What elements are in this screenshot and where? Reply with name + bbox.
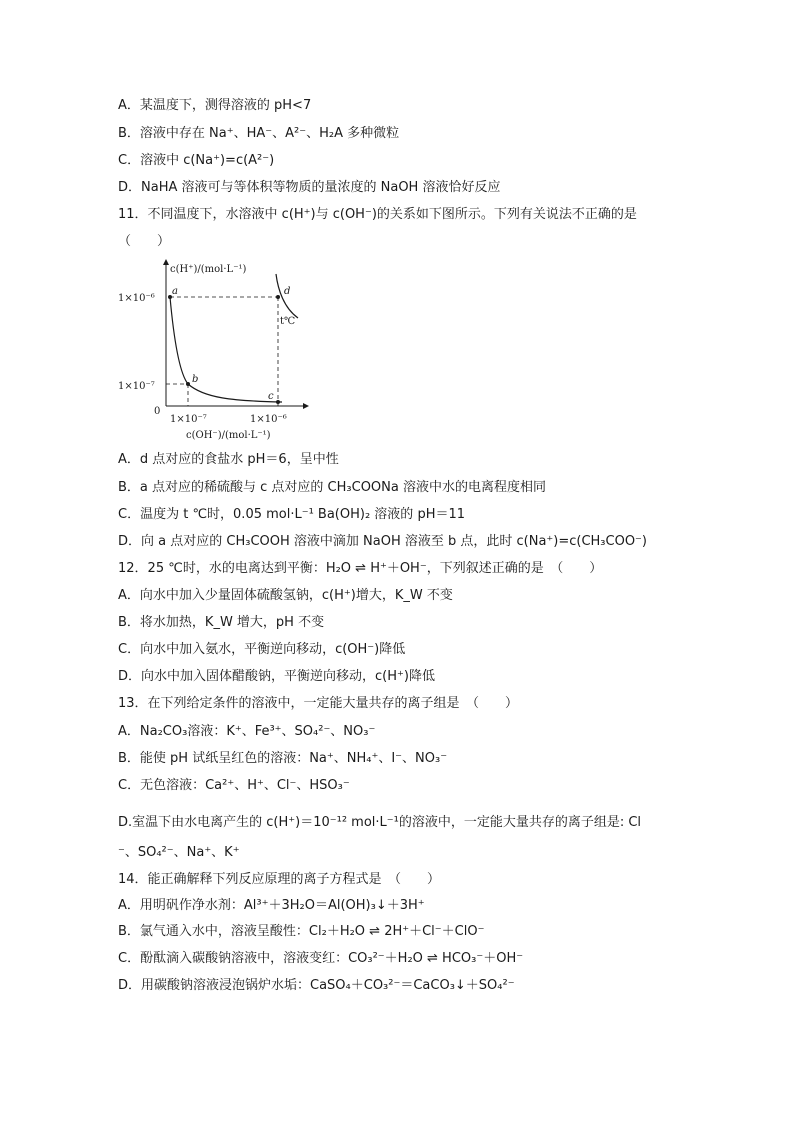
option-line: C．无色溶液：Ca²⁺、H⁺、Cl⁻、HSO₃⁻ (118, 778, 350, 793)
point-label: d (284, 286, 291, 297)
option-line: A．向水中加入少量固体硫酸氢钠，c(H⁺)增大，K_W 不变 (118, 588, 453, 603)
point-label: a (172, 286, 178, 297)
option-line: A．某温度下，测得溶液的 pH<7 (118, 98, 312, 113)
option-line: D．向 a 点对应的 CH₃COOH 溶液中滴加 NaOH 溶液至 b 点，此时 c(Na⁺)=c(CH₃COO⁻) (118, 534, 647, 549)
option-line: B．溶液中存在 Na⁺、HA⁻、A²⁻、H₂A 多种微粒 (118, 126, 400, 141)
y-tick-label: 1×10⁻⁷ (118, 381, 155, 392)
origin-label: 0 (154, 406, 161, 417)
question-stem: 12．25 ℃时，水的电离达到平衡：H₂O ⇌ H⁺＋OH⁻，下列叙述正确的是 （ ） (118, 561, 603, 576)
curve-25c (170, 297, 282, 402)
option-line: D．NaHA 溶液可与等体积等物质的量浓度的 NaOH 溶液恰好反应 (118, 180, 501, 195)
option-line: A．用明矾作净水剂：Al³⁺＋3H₂O＝Al(OH)₃↓＋3H⁺ (118, 898, 425, 913)
option-line: B．a 点对应的稀硫酸与 c 点对应的 CH₃COONa 溶液中水的电离程度相同 (118, 480, 546, 495)
option-line: B．将水加热，K_W 增大，pH 不变 (118, 615, 325, 630)
option-line: C．向水中加入氨水，平衡逆向移动，c(OH⁻)降低 (118, 642, 406, 657)
option-line: C．酚酞滴入碳酸钠溶液中，溶液变红：CO₃²⁻＋H₂O ⇌ HCO₃⁻＋OH⁻ (118, 951, 524, 966)
option-line: B．氯气通入水中，溶液呈酸性：Cl₂＋H₂O ⇌ 2H⁺＋Cl⁻＋ClO⁻ (118, 924, 485, 939)
point-b (186, 382, 190, 386)
y-axis-label: c(H⁺)/(mol·L⁻¹) (170, 264, 247, 275)
question-stem: 14．能正确解释下列反应原理的离子方程式是 （ ） (118, 872, 441, 887)
option-line: A．d 点对应的食盐水 pH＝6，呈中性 (118, 452, 339, 467)
option-line: D．用碳酸钠溶液浸泡锅炉水垢：CaSO₄＋CO₃²⁻＝CaCO₃↓＋SO₄²⁻ (118, 978, 515, 993)
option-line: C．溶液中 c(Na⁺)=c(A²⁻) (118, 153, 275, 168)
ch-oh-chart (112, 256, 312, 446)
x-tick-label: 1×10⁻⁶ (250, 414, 287, 425)
question-stem: 11．不同温度下，水溶液中 c(H⁺)与 c(OH⁻)的关系如下图所示。下列有关说法不正确的是 (118, 207, 637, 222)
point-d (276, 295, 280, 299)
option-line: D.室温下由水电离产生的 c(H⁺)＝10⁻¹² mol·L⁻¹的溶液中，一定能大量共存的离子组是: Cl (118, 815, 642, 830)
answer-blank: （ ） (118, 234, 171, 249)
option-line: C．温度为 t ℃时，0.05 mol·L⁻¹ Ba(OH)₂ 溶液的 pH＝11 (118, 507, 466, 522)
x-tick-label: 1×10⁻⁷ (170, 414, 207, 425)
y-tick-label: 1×10⁻⁶ (118, 293, 155, 304)
point-label: b (192, 374, 199, 385)
question-stem: 13．在下列给定条件的溶液中，一定能大量共存的离子组是 （ ） (118, 696, 519, 711)
point-c (276, 400, 280, 404)
x-axis-label: c(OH⁻)/(mol·L⁻¹) (186, 430, 271, 441)
option-line: B．能使 pH 试纸呈红色的溶液：Na⁺、NH₄⁺、I⁻、NO₃⁻ (118, 751, 448, 766)
curve-label: t℃ (280, 316, 296, 327)
option-line-continued: ⁻、SO₄²⁻、Na⁺、K⁺ (118, 845, 240, 860)
option-line: A．Na₂CO₃溶液：K⁺、Fe³⁺、SO₄²⁻、NO₃⁻ (118, 724, 376, 739)
option-line: D．向水中加入固体醋酸钠，平衡逆向移动，c(H⁺)降低 (118, 669, 435, 684)
point-label: c (268, 391, 274, 402)
